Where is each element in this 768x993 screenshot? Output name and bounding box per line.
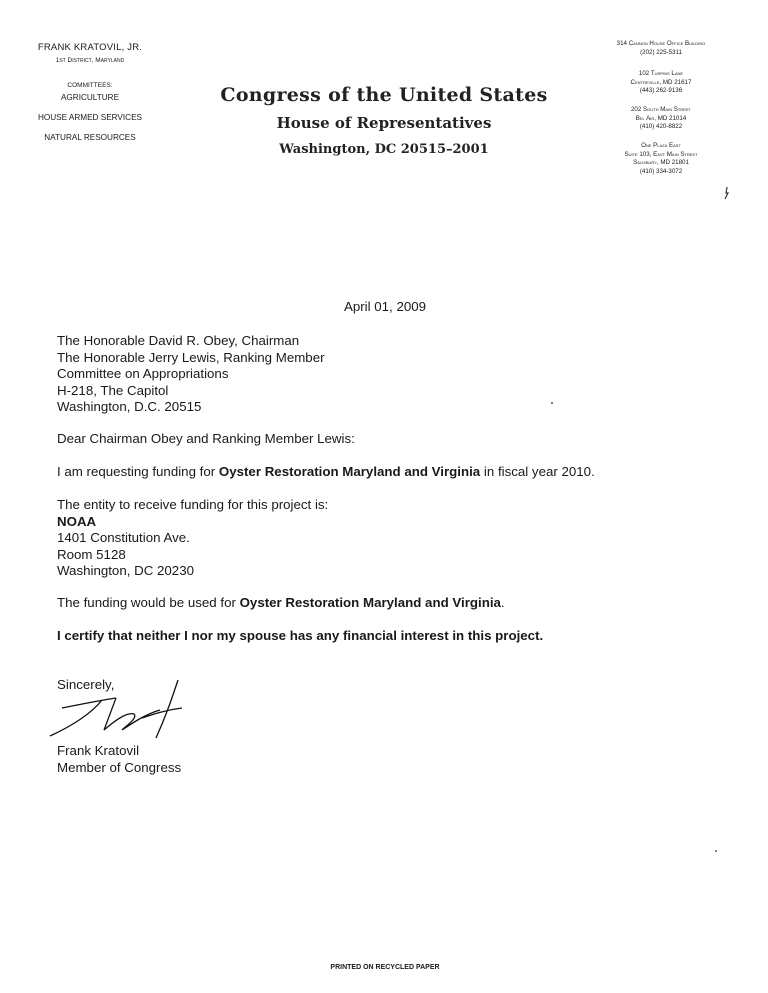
- signer-title: Member of Congress: [57, 759, 182, 775]
- request-suffix: in fiscal year 2010.: [480, 464, 595, 479]
- member-name: FRANK KRATOVIL, JR.: [37, 42, 143, 53]
- member-district: 1st District, Maryland: [55, 57, 125, 64]
- office-address: [576, 142, 746, 176]
- signature-image: [42, 678, 192, 745]
- recipient-line: Washington, D.C. 20515: [57, 399, 202, 414]
- entity-block: [57, 497, 328, 580]
- office-address: [576, 40, 746, 57]
- usage-suffix: .: [500, 595, 505, 610]
- address-line: (443) 262-9136: [639, 87, 683, 95]
- address-line: (202) 225-5311: [640, 48, 682, 56]
- recipient-line: The Honorable Jerry Lewis, Ranking Member: [57, 349, 325, 365]
- entity-address-line: Washington, DC 20230: [57, 563, 194, 578]
- address-line: (410) 420-8822: [639, 123, 683, 131]
- usage-prefix: The funding would be used for: [57, 595, 240, 610]
- signer-block: [57, 743, 181, 776]
- recipient-block: [57, 333, 325, 416]
- letter-date: April 01, 2009: [343, 299, 427, 314]
- committees-label: COMMITTEES:: [67, 82, 113, 89]
- entity-address-line: Room 5128: [57, 546, 126, 562]
- scan-speck: [551, 402, 553, 404]
- usage-paragraph: [57, 595, 505, 612]
- scan-speck: [715, 850, 717, 852]
- address-line: (410) 334-3072: [639, 167, 683, 175]
- address-line: 102 Turpins Lane: [638, 70, 684, 77]
- address-line: 314 Cannon House Office Building: [616, 40, 706, 47]
- committee-item: AGRICULTURE: [60, 93, 120, 102]
- salutation: Dear Chairman Obey and Ranking Member Lewis:: [57, 431, 355, 446]
- closing: Sincerely,: [57, 677, 115, 692]
- address-line: 202 South Main Street: [630, 106, 691, 113]
- address-line: Salisbury, MD 21801: [633, 159, 689, 167]
- letterhead-city: Washington, DC 20515–2001: [279, 142, 489, 157]
- committee-item: HOUSE ARMED SERVICES: [37, 113, 143, 122]
- entity-name: NOAA: [57, 513, 97, 529]
- scan-mark: [722, 186, 732, 203]
- address-line: One Plaza East: [641, 142, 681, 149]
- recipient-line: H-218, The Capitol: [57, 382, 169, 398]
- address-line: Bel Air, MD 21014: [635, 114, 687, 122]
- recipient-line: The Honorable David R. Obey, Chairman: [57, 333, 300, 348]
- usage-project-name: Oyster Restoration Maryland and Virginia: [239, 595, 501, 610]
- address-line: Centreville, MD 21617: [630, 78, 692, 86]
- request-paragraph: [57, 464, 595, 481]
- recipient-line: Committee on Appropriations: [57, 366, 229, 381]
- office-address: [576, 70, 746, 96]
- letterhead-house: House of Representatives: [276, 114, 492, 132]
- request-prefix: I am requesting funding for: [57, 464, 219, 479]
- office-address: [576, 106, 746, 132]
- certification-statement: I certify that neither I nor my spouse has any financial interest in this project.: [57, 628, 544, 643]
- footer-note: PRINTED ON RECYCLED PAPER: [330, 964, 440, 971]
- entity-address-line: 1401 Constitution Ave.: [57, 530, 190, 545]
- entity-intro: The entity to receive funding for this project is:: [57, 497, 329, 512]
- address-line: Suite 103, East Main Street: [624, 150, 698, 158]
- letterhead-title: Congress of the United States: [220, 84, 548, 106]
- committee-item: NATURAL RESOURCES: [44, 133, 136, 142]
- project-name: Oyster Restoration Maryland and Virginia: [218, 464, 481, 479]
- signer-name: Frank Kratovil: [57, 743, 140, 758]
